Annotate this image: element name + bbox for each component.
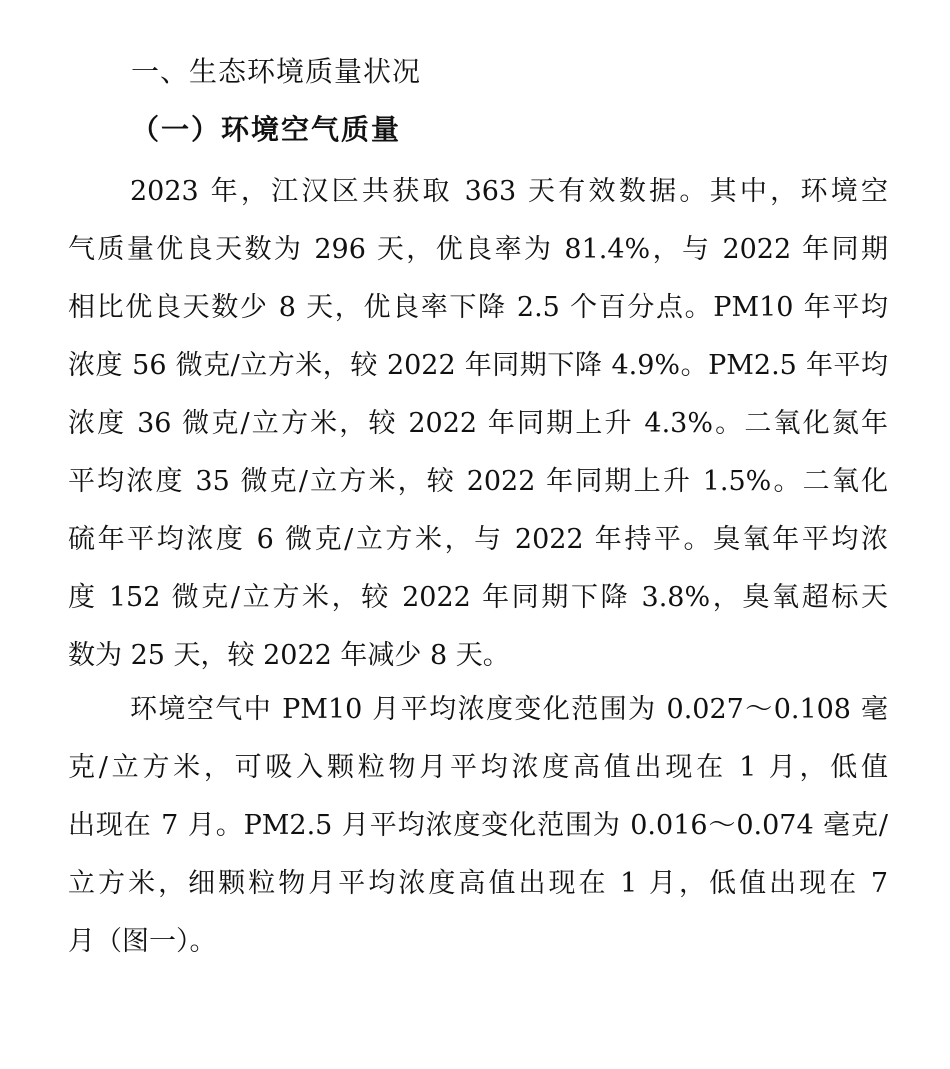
paragraph-line: 度 152 微克/立方米，较 2022 年同期下降 3.8%，臭氧超标天 bbox=[68, 582, 888, 613]
paragraph-line: 相比优良天数少 8 天，优良率下降 2.5 个百分点。PM10 年平均 bbox=[68, 292, 888, 323]
paragraph-line: 气质量优良天数为 296 天，优良率为 81.4%，与 2022 年同期 bbox=[68, 234, 888, 265]
paragraph-air-quality-summary bbox=[68, 163, 888, 685]
paragraph-line: 出现在 7 月。PM2.5 月平均浓度变化范围为 0.016～0.074 毫克/ bbox=[68, 810, 888, 841]
paragraph-line: 硫年平均浓度 6 微克/立方米，与 2022 年持平。臭氧年平均浓 bbox=[68, 524, 888, 555]
paragraph-line: 环境空气中 PM10 月平均浓度变化范围为 0.027～0.108 毫 bbox=[130, 694, 888, 725]
section-heading: 一、生态环境质量状况 bbox=[131, 55, 422, 88]
paragraph-line: 平均浓度 35 微克/立方米，较 2022 年同期上升 1.5%。二氧化 bbox=[68, 466, 888, 497]
paragraph-line: 月（图一）。 bbox=[68, 926, 217, 957]
paragraph-line: 浓度 56 微克/立方米，较 2022 年同期下降 4.9%。PM2.5 年平均 bbox=[68, 350, 888, 381]
paragraph-line: 克/立方米，可吸入颗粒物月平均浓度高值出现在 1 月，低值 bbox=[68, 752, 888, 783]
paragraph-line: 立方米，细颗粒物月平均浓度高值出现在 1 月，低值出现在 7 bbox=[68, 868, 888, 899]
paragraph-line: 浓度 36 微克/立方米，较 2022 年同期上升 4.3%。二氧化氮年 bbox=[68, 408, 888, 439]
subsection-heading: （一）环境空气质量 bbox=[131, 113, 402, 146]
paragraph-pm-monthly-range bbox=[68, 681, 888, 971]
paragraph-line: 2023 年，江汉区共获取 363 天有效数据。其中，环境空 bbox=[130, 176, 888, 207]
paragraph-line: 数为 25 天，较 2022 年减少 8 天。 bbox=[68, 640, 510, 671]
